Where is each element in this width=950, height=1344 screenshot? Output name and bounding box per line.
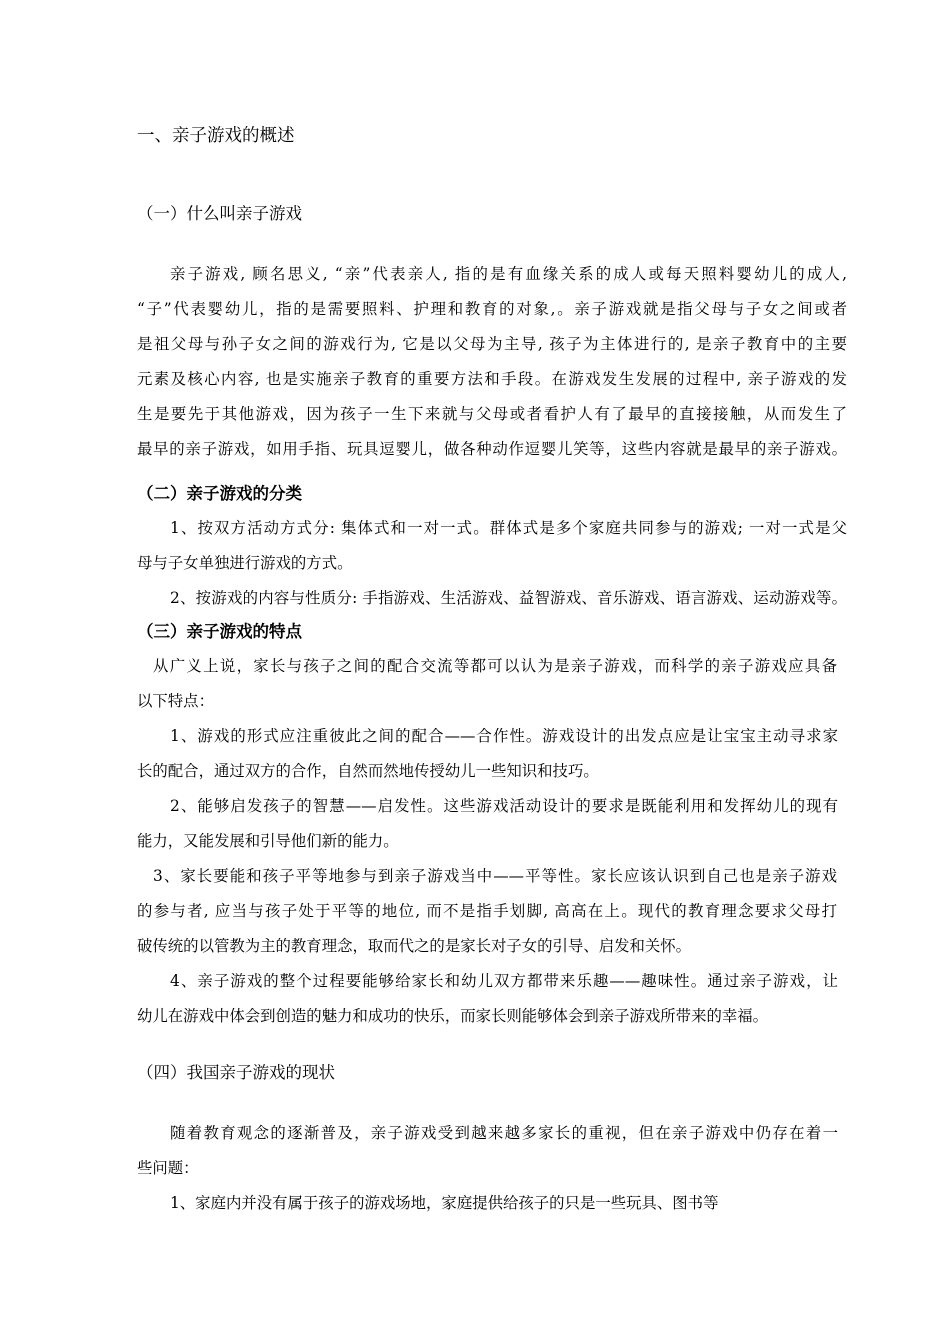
paragraph-line: 生是要先于其他游戏，因为孩子一生下来就与父母或者看护人有了最早的直接接触，从而发生了 [137, 405, 847, 423]
paragraph-line: 幼儿在游戏中体会到创造的魅力和成功的快乐，而家长则能够体会到亲子游戏所带来的幸福。 [137, 1007, 769, 1025]
paragraph-line: 长的配合，通过双方的合作，自然而然地传授幼儿一些知识和技巧。 [137, 762, 599, 780]
paragraph-line: 3、家长要能和孩子平等地参与到亲子游戏当中——平等性。家长应该认识到自己也是亲子游戏 [153, 867, 837, 885]
paragraph-line: 是祖父母与孙子女之间的游戏行为, 它是以父母为主导, 孩子为主体进行的, 是亲子教育中的主要 [137, 335, 847, 353]
paragraph-line: 1、家庭内并没有属于孩子的游戏场地，家庭提供给孩子的只是一些玩具、图书等 [170, 1194, 719, 1212]
paragraph-line: 1、按双方活动方式分: 集体式和一对一式。群体式是多个家庭共同参与的游戏; 一对一式是父 [170, 519, 847, 537]
section-3-title: （三）亲子游戏的特点 [137, 622, 302, 641]
paragraph-line: 破传统的以管教为主的教育理念，取而代之的是家长对子女的引导、启发和关怀。 [137, 937, 692, 955]
paragraph-line: 母与子女单独进行游戏的方式。 [137, 554, 353, 572]
paragraph-line: 从广义上说，家长与孩子之间的配合交流等都可以认为是亲子游戏，而科学的亲子游戏应具备 [153, 657, 837, 675]
paragraph-line: 最早的亲子游戏，如用手指、玩具逗婴儿，做各种动作逗婴儿笑等，这些内容就是最早的亲子游戏。 [137, 440, 847, 458]
paragraph-line: 些问题： [137, 1159, 199, 1177]
section-1-title: （一）什么叫亲子游戏 [137, 204, 302, 223]
paragraph-line: 随着教育观念的逐渐普及，亲子游戏受到越来越多家长的重视，但在亲子游戏中仍存在着一 [170, 1124, 838, 1142]
paragraph-line: 1、游戏的形式应注重彼此之间的配合——合作性。游戏设计的出发点应是让宝宝主动寻求家 [170, 727, 838, 745]
paragraph-line: 元素及核心内容, 也是实施亲子教育的重要方法和手段。在游戏发生发展的过程中, 亲子游戏的发 [137, 370, 847, 388]
paragraph-line: 以下特点： [137, 692, 214, 710]
paragraph-line: 亲子游戏, 顾名思义, “亲”代表亲人, 指的是有血缘关系的成人或每天照料婴幼儿的成人, [170, 265, 847, 283]
paragraph-line: 2、能够启发孩子的智慧——启发性。这些游戏活动设计的要求是既能利用和发挥幼儿的现有 [170, 797, 838, 815]
heading-overview: 一、亲子游戏的概述 [137, 126, 295, 146]
paragraph-line: 2、按游戏的内容与性质分: 手指游戏、生活游戏、益智游戏、音乐游戏、语言游戏、运动游戏等。 [170, 589, 847, 607]
paragraph-line: 的参与者, 应当与孩子处于平等的地位, 而不是指手划脚, 高高在上。现代的教育理念要求父母打 [137, 902, 837, 920]
paragraph-line: 4、亲子游戏的整个过程要能够给家长和幼儿双方都带来乐趣——趣味性。通过亲子游戏，让 [170, 972, 838, 990]
paragraph-line: 能力，又能发展和引导他们新的能力。 [137, 832, 399, 850]
section-2-title: （二）亲子游戏的分类 [137, 484, 302, 503]
paragraph-line: “子”代表婴幼儿，指的是需要照料、护理和教育的对象,。亲子游戏就是指父母与子女之间或者 [137, 300, 847, 318]
section-4-title: （四）我国亲子游戏的现状 [137, 1063, 335, 1082]
